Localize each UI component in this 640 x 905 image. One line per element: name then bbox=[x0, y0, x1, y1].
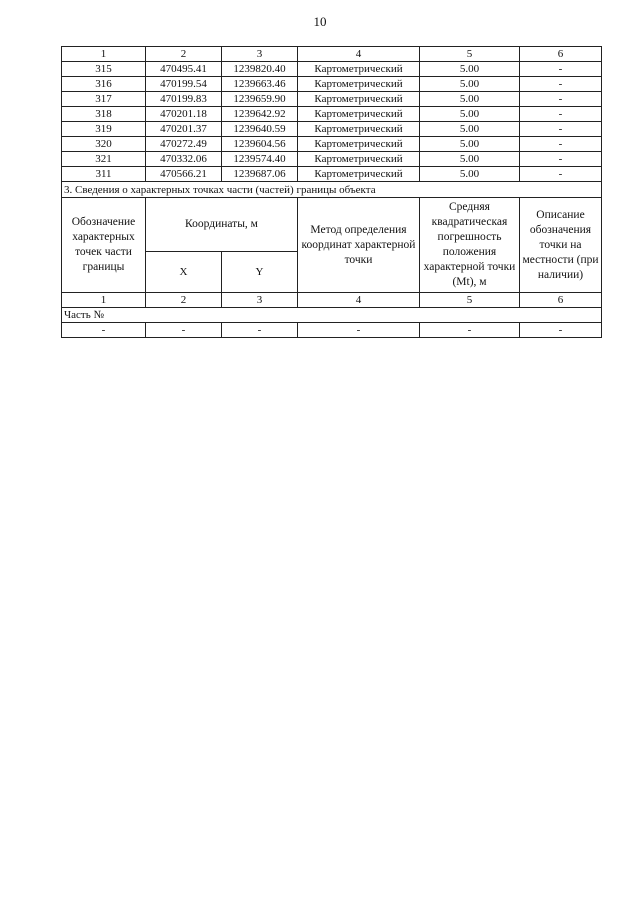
header-y: Y bbox=[222, 252, 298, 293]
table-cell: Картометрический bbox=[298, 167, 420, 182]
table-cell: - bbox=[520, 137, 602, 152]
empty-cell: - bbox=[146, 323, 222, 338]
column-number: 6 bbox=[520, 293, 602, 308]
column-number: 1 bbox=[62, 293, 146, 308]
table-cell: 318 bbox=[62, 107, 146, 122]
table-cell: 321 bbox=[62, 152, 146, 167]
table-cell: 470201.18 bbox=[146, 107, 222, 122]
header-coordinates: Координаты, м bbox=[146, 198, 298, 252]
table-cell: - bbox=[520, 77, 602, 92]
table-row bbox=[62, 77, 602, 92]
section3-body bbox=[62, 182, 602, 338]
table-cell: Картометрический bbox=[298, 77, 420, 92]
empty-cell: - bbox=[298, 323, 420, 338]
table-cell: Картометрический bbox=[298, 137, 420, 152]
empty-data-row bbox=[62, 323, 602, 338]
header-description: Описание обозначения точки на местности (при наличии) bbox=[520, 198, 602, 293]
table-cell: 1239687.06 bbox=[222, 167, 298, 182]
table-row bbox=[62, 92, 602, 107]
table-cell: 319 bbox=[62, 122, 146, 137]
part-label-row bbox=[62, 308, 602, 323]
table-cell: 470272.49 bbox=[146, 137, 222, 152]
table-cell: 1239642.92 bbox=[222, 107, 298, 122]
header-row bbox=[62, 198, 602, 252]
empty-cell: - bbox=[420, 323, 520, 338]
column-number: 2 bbox=[146, 47, 222, 62]
table-cell: 5.00 bbox=[420, 167, 520, 182]
page-number: 10 bbox=[313, 14, 327, 29]
table-cell: 1239604.56 bbox=[222, 137, 298, 152]
column-number: 5 bbox=[420, 293, 520, 308]
column-number: 2 bbox=[146, 293, 222, 308]
table-cell: Картометрический bbox=[298, 62, 420, 77]
header-x: X bbox=[146, 252, 222, 293]
table-cell: 311 bbox=[62, 167, 146, 182]
empty-cell: - bbox=[222, 323, 298, 338]
table-cell: 5.00 bbox=[420, 107, 520, 122]
part-label: Часть № bbox=[62, 308, 602, 323]
table-cell: Картометрический bbox=[298, 122, 420, 137]
column-number-row bbox=[62, 293, 602, 308]
table-cell: - bbox=[520, 107, 602, 122]
table-cell: 1239574.40 bbox=[222, 152, 298, 167]
column-number: 4 bbox=[298, 293, 420, 308]
column-number: 1 bbox=[62, 47, 146, 62]
column-number: 4 bbox=[298, 47, 420, 62]
table-cell: 470201.37 bbox=[146, 122, 222, 137]
empty-cell: - bbox=[520, 323, 602, 338]
table-cell: 5.00 bbox=[420, 92, 520, 107]
table-cell: 315 bbox=[62, 62, 146, 77]
table-row bbox=[62, 167, 602, 182]
header-point-designation: Обозначение характерных точек части границы bbox=[62, 198, 146, 293]
boundary-points-table bbox=[61, 46, 602, 338]
table-cell: 5.00 bbox=[420, 137, 520, 152]
column-number: 3 bbox=[222, 47, 298, 62]
header-error: Средняя квадратическая погрешность положения характерной точки (Mt), м bbox=[420, 198, 520, 293]
table-cell: 470495.41 bbox=[146, 62, 222, 77]
table-cell: 5.00 bbox=[420, 62, 520, 77]
column-number: 5 bbox=[420, 47, 520, 62]
table-cell: - bbox=[520, 92, 602, 107]
top-table-body bbox=[62, 47, 602, 182]
section-title: 3. Сведения о характерных точках части (частей) границы объекта bbox=[62, 182, 602, 198]
table-cell: 470199.83 bbox=[146, 92, 222, 107]
table-cell: Картометрический bbox=[298, 92, 420, 107]
table-cell: 1239820.40 bbox=[222, 62, 298, 77]
table-row bbox=[62, 152, 602, 167]
table-row bbox=[62, 122, 602, 137]
table-cell: 470332.06 bbox=[146, 152, 222, 167]
table-cell: 316 bbox=[62, 77, 146, 92]
table-cell: - bbox=[520, 62, 602, 77]
table-cell: 320 bbox=[62, 137, 146, 152]
table-row bbox=[62, 107, 602, 122]
table-cell: 1239659.90 bbox=[222, 92, 298, 107]
table-cell: - bbox=[520, 122, 602, 137]
table-cell: 5.00 bbox=[420, 152, 520, 167]
column-number: 3 bbox=[222, 293, 298, 308]
table-cell: 470199.54 bbox=[146, 77, 222, 92]
table-cell: 1239640.59 bbox=[222, 122, 298, 137]
header-method: Метод определения координат характерной точки bbox=[298, 198, 420, 293]
table-cell: - bbox=[520, 167, 602, 182]
section-title-row bbox=[62, 182, 602, 198]
empty-cell: - bbox=[62, 323, 146, 338]
table-cell: Картометрический bbox=[298, 152, 420, 167]
table-cell: 317 bbox=[62, 92, 146, 107]
table-cell: 1239663.46 bbox=[222, 77, 298, 92]
table-row bbox=[62, 62, 602, 77]
table-cell: Картометрический bbox=[298, 107, 420, 122]
column-number-row bbox=[62, 47, 602, 62]
table-cell: 470566.21 bbox=[146, 167, 222, 182]
table-cell: 5.00 bbox=[420, 122, 520, 137]
table-cell: - bbox=[520, 152, 602, 167]
column-number: 6 bbox=[520, 47, 602, 62]
table-cell: 5.00 bbox=[420, 77, 520, 92]
table-row bbox=[62, 137, 602, 152]
